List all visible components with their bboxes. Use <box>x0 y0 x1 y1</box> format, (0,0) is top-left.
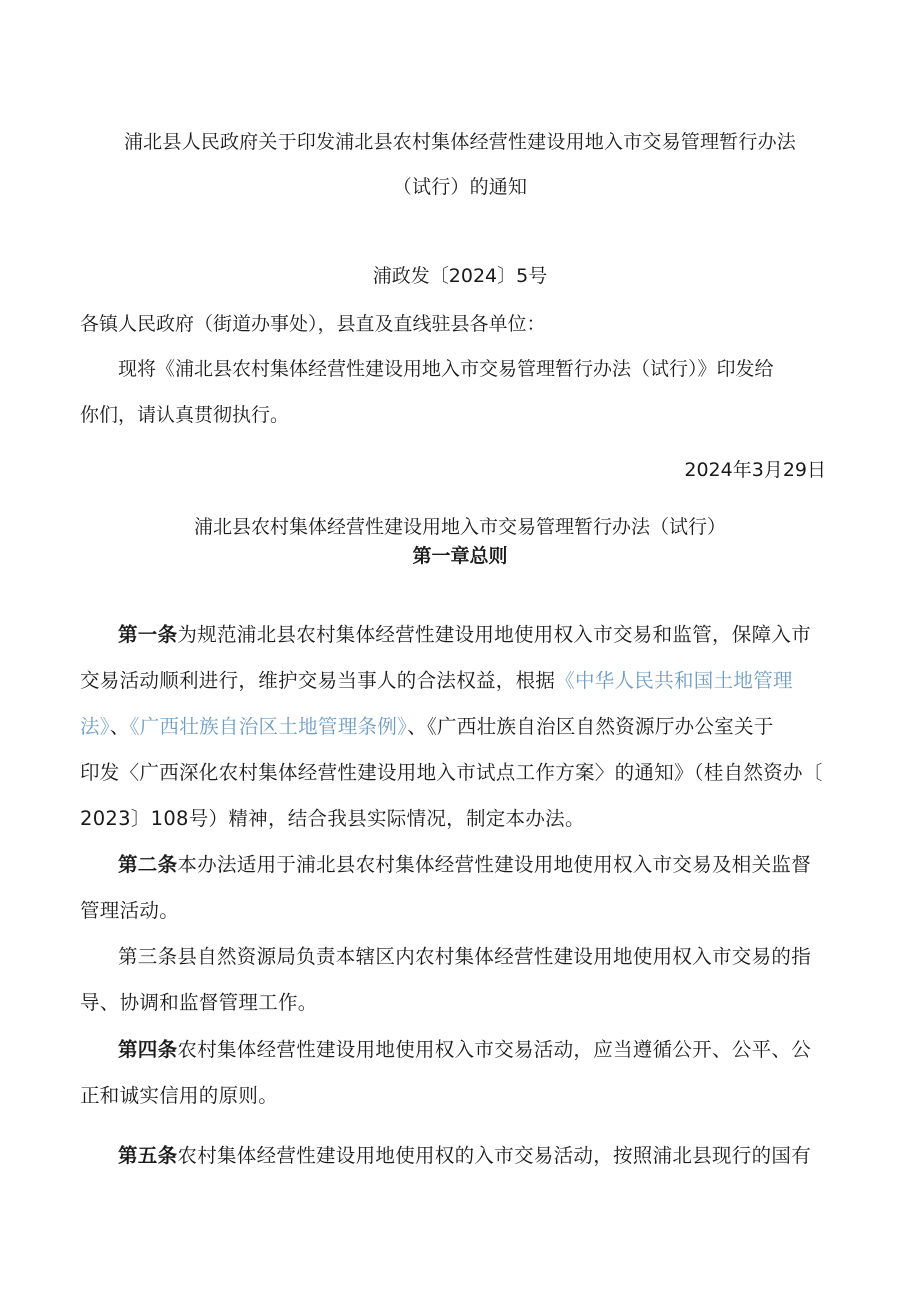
notice-body-line1: 现将《浦北县农村集体经营性建设用地入市交易管理暂行办法（试行）》印发给 <box>118 358 774 380</box>
article-4-label: 第四条 <box>118 1038 178 1061</box>
article-4-text: 农村集体经营性建设用地使用权入市交易活动，应当遵循公开、公平、公 <box>177 1038 812 1061</box>
article-1-text: 、《广西壮族自治区自然资源厅办公室关于 <box>407 715 774 738</box>
article-1-label: 第一条 <box>118 623 178 646</box>
land-management-law-link[interactable]: 《中华人民共和国土地管理 <box>555 669 793 692</box>
measure-title: 浦北县农村集体经营性建设用地入市交易管理暂行办法（试行） <box>193 516 726 538</box>
article-1-line2 <box>80 666 825 696</box>
notice-title-line2: （试行）的通知 <box>392 176 528 198</box>
notice-body-line2: 你们，请认真贯彻执行。 <box>80 404 290 426</box>
guangxi-land-regulation-link[interactable]: 《广西壮族自治区土地管理条例》 <box>129 715 408 738</box>
article-1-text: 交易活动顺利进行，维护交易当事人的合法权益，根据 <box>80 669 556 692</box>
article-5-label: 第五条 <box>118 1144 178 1167</box>
land-management-law-link[interactable]: 法》 <box>80 715 110 738</box>
article-5-line1 <box>118 1141 825 1171</box>
separator: 、 <box>109 715 130 738</box>
article-1-line5: 2023〕108号）精神，结合我县实际情况，制定本办法。 <box>80 807 585 830</box>
chapter-heading: 第一章总则 <box>412 545 508 567</box>
article-2-text: 本办法适用于浦北县农村集体经营性建设用地使用权入市交易及相关监督 <box>177 853 812 876</box>
article-4-line1 <box>118 1035 825 1065</box>
article-1-line4: 印发〈广西深化农村集体经营性建设用地入市试点工作方案〉的通知》（桂自然资办〔 <box>80 761 823 784</box>
notice-title-line1: 浦北县人民政府关于印发浦北县农村集体经营性建设用地入市交易管理暂行办法 <box>123 131 796 153</box>
article-2-label: 第二条 <box>118 853 178 876</box>
article-2-line2: 管理活动。 <box>80 899 180 922</box>
article-4-line2: 正和诚实信用的原则。 <box>80 1084 279 1107</box>
recipients-line: 各镇人民政府（街道办事处），县直及直线驻县各单位： <box>80 313 546 335</box>
article-3-line1: 第三条县自然资源局负责本辖区内农村集体经营性建设用地使用权入市交易的指 <box>118 945 812 968</box>
article-1-line1 <box>118 620 825 650</box>
article-2-line1 <box>118 850 825 880</box>
article-5-text: 农村集体经营性建设用地使用权的入市交易活动，按照浦北县现行的国有 <box>177 1144 812 1167</box>
issue-date: 2024年3月29日 <box>684 459 826 481</box>
article-1-text: 为规范浦北县农村集体经营性建设用地使用权入市交易和监管，保障入市 <box>177 623 812 646</box>
article-3-line2: 导、协调和监督管理工作。 <box>80 991 318 1014</box>
article-1-line3 <box>80 712 825 742</box>
document-number: 浦政发〔2024〕5号 <box>372 265 548 287</box>
